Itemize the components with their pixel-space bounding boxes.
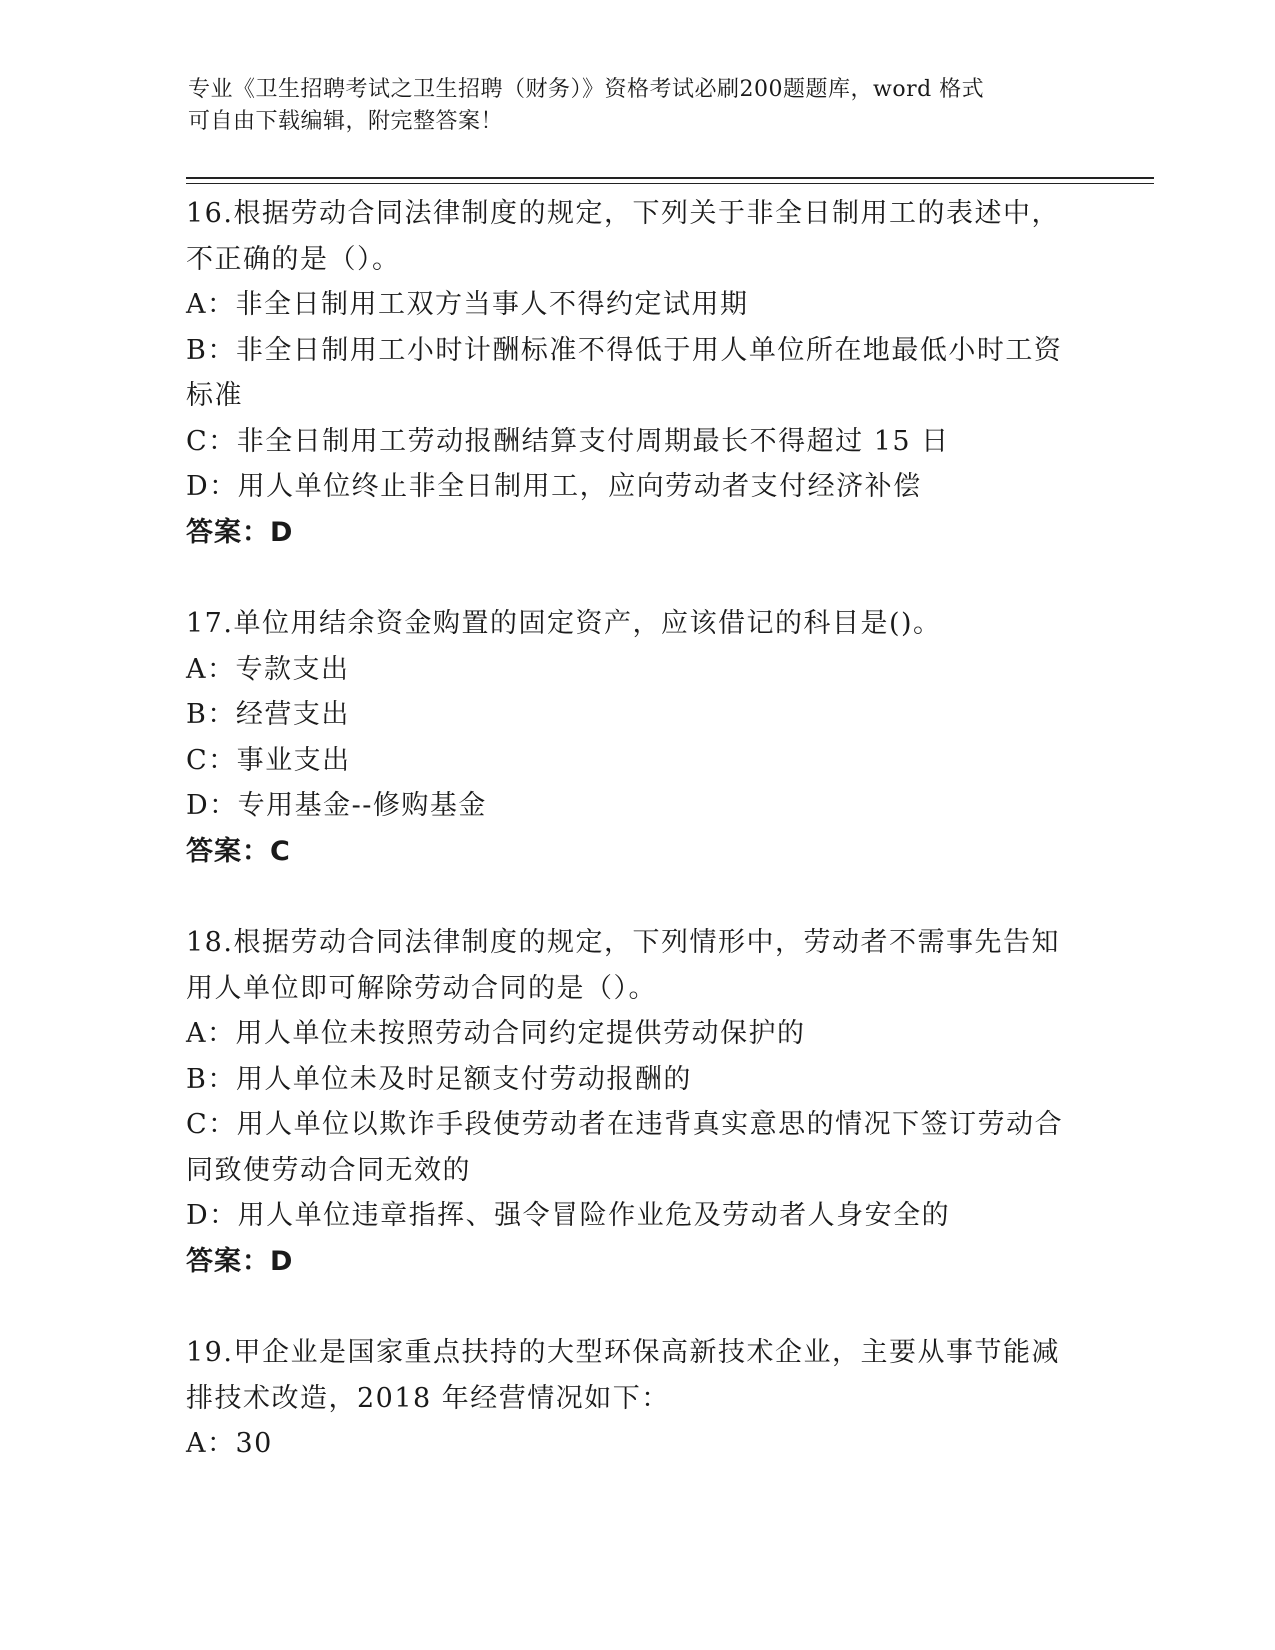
option-a: A：非全日制用工双方当事人不得约定试用期 bbox=[186, 289, 749, 320]
option-a: A：用人单位未按照劳动合同约定提供劳动保护的 bbox=[186, 1018, 806, 1049]
option-b: B：经营支出 bbox=[186, 699, 350, 730]
question-19 bbox=[186, 1330, 1086, 1467]
header-line-1: 专业《卫生招聘考试之卫生招聘（财务）》资格考试必刷200题题库，word 格式 bbox=[188, 77, 985, 102]
answer: 答案：C bbox=[186, 835, 291, 867]
question-text: 18.根据劳动合同法律制度的规定，下列情形中，劳动者不需事先告知用人单位即可解除劳动合同的是（）。 bbox=[186, 927, 1060, 1004]
option-b: B：非全日制用工小时计酬标准不得低于用人单位所在地最低小时工资标准 bbox=[186, 334, 1063, 411]
header-line-2: 可自由下载编辑，附完整答案！ bbox=[188, 109, 504, 134]
question-text: 17.单位用结余资金购置的固定资产，应该借记的科目是()。 bbox=[186, 608, 942, 639]
question-text: 16.根据劳动合同法律制度的规定，下列关于非全日制用工的表述中，不正确的是（）。 bbox=[186, 198, 1060, 275]
spacer bbox=[186, 874, 1086, 920]
header-divider-thick bbox=[186, 177, 1154, 179]
question-list bbox=[186, 191, 1086, 1467]
option-c: C：非全日制用工劳动报酬结算支付周期最长不得超过 15 日 bbox=[186, 425, 950, 457]
spacer bbox=[186, 555, 1086, 601]
option-c: C：事业支出 bbox=[186, 744, 351, 776]
option-d: D：专用基金--修购基金 bbox=[186, 790, 487, 821]
spacer bbox=[186, 1284, 1086, 1330]
question-text: 19.甲企业是国家重点扶持的大型环保高新技术企业，主要从事节能减排技术改造，2018 年经营情况如下： bbox=[186, 1337, 1060, 1414]
question-17 bbox=[186, 601, 1086, 874]
answer: 答案：D bbox=[186, 1245, 294, 1277]
question-16 bbox=[186, 191, 1086, 555]
answer: 答案：D bbox=[186, 516, 294, 548]
option-a: A：专款支出 bbox=[186, 653, 350, 685]
header-divider-thin bbox=[186, 183, 1154, 184]
option-a: A：30 bbox=[186, 1428, 273, 1459]
option-d: D：用人单位违章指挥、强令冒险作业危及劳动者人身安全的 bbox=[186, 1200, 951, 1231]
option-b: B：用人单位未及时足额支付劳动报酬的 bbox=[186, 1063, 692, 1095]
question-18 bbox=[186, 920, 1086, 1284]
document-header bbox=[188, 74, 1068, 138]
option-d: D：用人单位终止非全日制用工，应向劳动者支付经济补偿 bbox=[186, 471, 922, 502]
option-c: C：用人单位以欺诈手段使劳动者在违背真实意思的情况下签订劳动合同致使劳动合同无效的 bbox=[186, 1109, 1064, 1186]
